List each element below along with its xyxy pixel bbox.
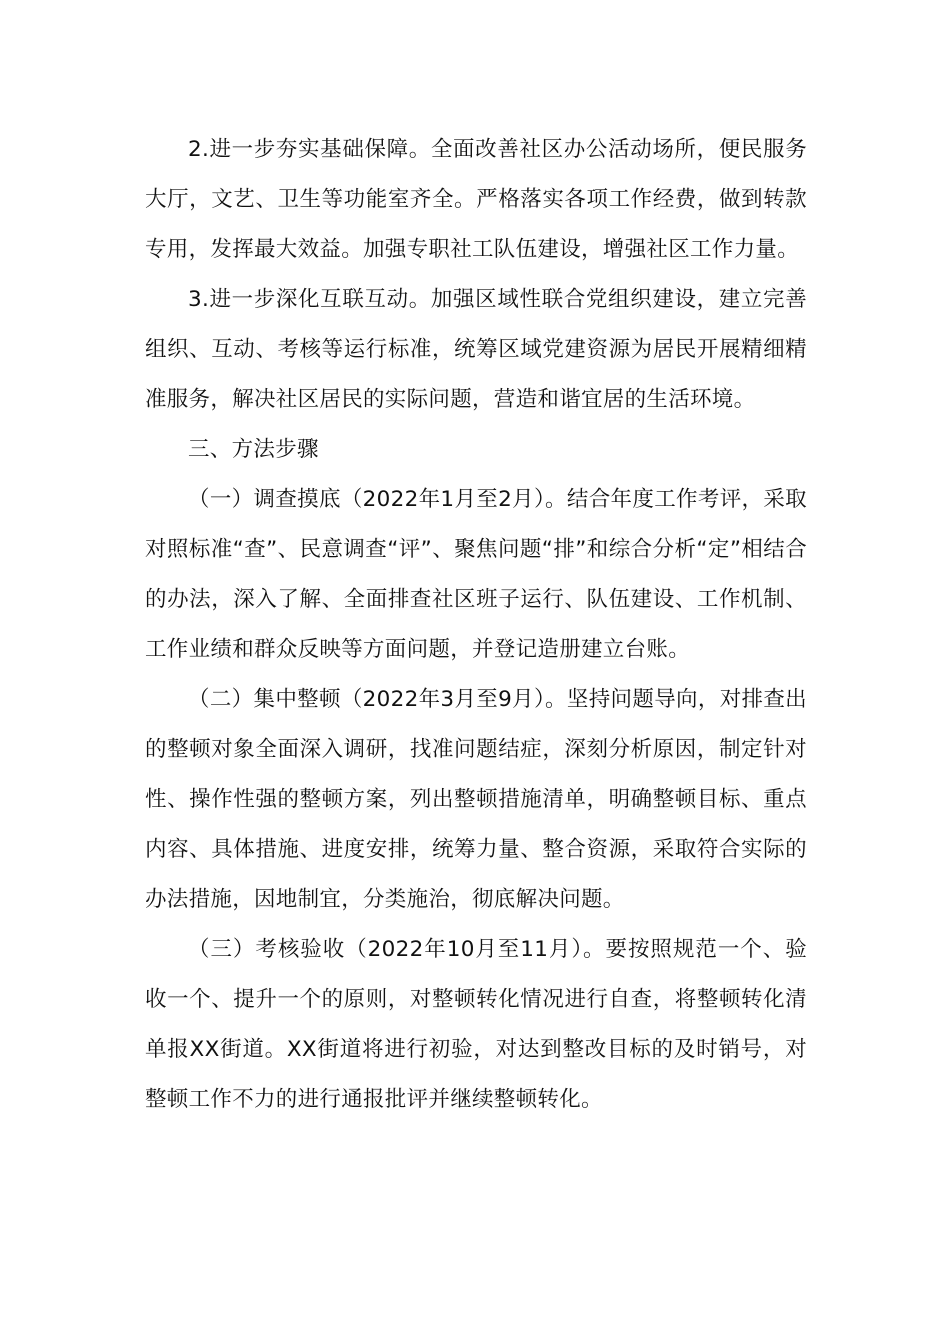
paragraph-rectification: （二）集中整顿（2022年3月至9月）。坚持问题导向，对排查出的整顿对象全面深入调研，找准问题结症，深刻分析原因，制定针对性、操作性强的整顿方案，列出整顿措施清单，明确整顿目标、重点内容、具体措施、进度安排，统筹力量、整合资源，采取符合实际的办法措施，因地制宜，分类施治，彻底解决问题。 (145, 687, 807, 912)
paragraph-interaction: 3.进一步深化互联互动。加强区域性联合党组织建设，建立完善组织、互动、考核等运行标准，统筹区域党建资源为居民开展精细精准服务，解决社区居民的实际问题，营造和谐宜居的生活环境。 (145, 287, 807, 412)
paragraph-acceptance: （三）考核验收（2022年10月至11月）。要按照规范一个、验收一个、提升一个的原则，对整顿转化情况进行自查，将整顿转化清单报XX街道。XX街道将进行初验，对达到整改目标的及时销号，对整顿工作不力的进行通报批评并继续整顿转化。 (145, 937, 807, 1112)
document-body (145, 125, 807, 1125)
paragraph-survey: （一）调查摸底（2022年1月至2月）。结合年度工作考评，采取对照标准“查”、民意调查“评”、聚焦问题“排”和综合分析“定”相结合的办法，深入了解、全面排查社区班子运行、队伍建设、工作机制、工作业绩和群众反映等方面问题，并登记造册建立台账。 (145, 487, 807, 662)
section-heading-methods: 三、方法步骤 (188, 437, 319, 462)
paragraph-base-guarantee: 2.进一步夯实基础保障。全面改善社区办公活动场所，便民服务大厅，文艺、卫生等功能室齐全。严格落实各项工作经费，做到转款专用，发挥最大效益。加强专职社工队伍建设，增强社区工作力量。 (145, 137, 807, 262)
